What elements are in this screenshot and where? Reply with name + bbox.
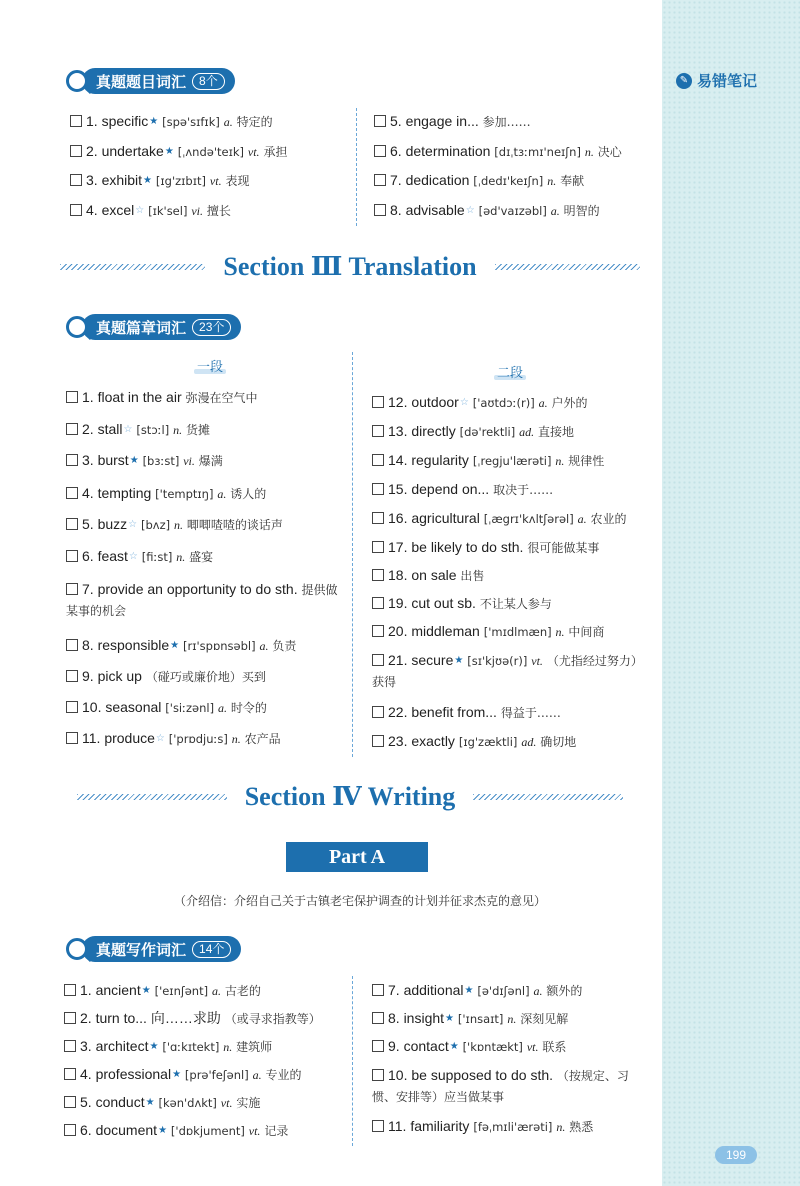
vocab-word: 20. middleman: [388, 623, 480, 639]
vocab-word: 6. document: [80, 1122, 158, 1138]
vocab-meaning: 农业的: [590, 512, 627, 526]
vocab-word: 8. advisable: [390, 201, 465, 218]
star-icon: ★: [164, 145, 174, 157]
vocab-word: 22. benefit from...: [388, 704, 497, 720]
hatch-right: [473, 794, 623, 800]
vocab-item: [64, 1036, 272, 1057]
checkbox-icon: [70, 145, 82, 157]
vocab-pos: vt.: [531, 654, 543, 668]
checkbox-icon: [374, 115, 386, 127]
vocab-phonetic: [fəˌmɪli'ærəti]: [473, 1120, 553, 1134]
vocab-item: [372, 421, 574, 442]
checkbox-icon: [372, 454, 384, 466]
vocab-meaning: （按规定、习惯、安排等）应当做某事: [372, 1069, 629, 1104]
vocab-meaning: 唧唧喳喳的谈话声: [186, 518, 283, 532]
vocab-pos: n.: [547, 174, 557, 188]
vocab-phonetic: [də'rektli]: [459, 425, 516, 439]
vocab-meaning: 奉献: [560, 174, 585, 188]
vocab-pos: n.: [507, 1012, 517, 1026]
star-icon: ★: [454, 655, 464, 666]
checkbox-icon: [372, 1120, 384, 1132]
checkbox-icon: [372, 541, 384, 553]
vocab-meaning: 参加……: [482, 115, 531, 129]
vocab-item: [372, 621, 604, 642]
vocab-pos: vt.: [247, 144, 260, 159]
vocab-meaning: 出售: [460, 569, 485, 583]
vocab-meaning: 建筑师: [236, 1040, 273, 1054]
hollow-star-icon: ☆: [128, 551, 138, 562]
vocab-meaning: 负责: [272, 639, 297, 653]
vocab-item: [70, 111, 273, 132]
vocab-pos: a.: [217, 487, 227, 501]
vocab-word: 7. additional: [388, 982, 464, 998]
vocab-meaning: 时令的: [230, 701, 267, 715]
vocab-phonetic: [kən'dʌkt]: [158, 1096, 217, 1110]
vocab-word: 5. buzz: [82, 516, 128, 532]
star-icon: ★: [464, 985, 474, 996]
hatch-left: [77, 794, 227, 800]
vocab-pos: n.: [584, 144, 594, 159]
vocab-item: [372, 392, 588, 413]
vocab-pos: vt.: [209, 174, 222, 188]
vocab-pos: a.: [211, 984, 221, 998]
vocab-word: 13. directly: [388, 423, 456, 439]
vocab-item: [372, 980, 582, 1001]
checkbox-icon: [372, 597, 384, 609]
vocab-pos: n.: [174, 518, 184, 532]
checkbox-icon: [64, 1124, 76, 1136]
vocab-item: [70, 200, 231, 221]
vocab-meaning: 表现: [225, 174, 250, 188]
checkbox-icon: [64, 984, 76, 996]
vocab-item: [372, 731, 576, 752]
vocab-phonetic: [ˌægrɪ'kʌltʃərəl]: [483, 512, 574, 526]
vocab-phonetic: ['ɑːkɪtekt]: [162, 1040, 220, 1054]
vocab-phonetic: ['kɒntækt]: [462, 1040, 523, 1054]
vocab-word: 2. turn to... 向……求助: [80, 1010, 221, 1026]
star-icon: ★: [158, 1125, 168, 1136]
vocab-pos: vt.: [526, 1040, 539, 1054]
vocab-phonetic: [ˌregju'lærəti]: [472, 454, 552, 468]
hollow-star-icon: ☆: [135, 204, 145, 216]
vocab-item: [66, 387, 258, 408]
vocab-meaning: 决心: [597, 144, 622, 159]
star-icon: ★: [129, 455, 139, 466]
checkbox-icon: [372, 625, 384, 637]
vocab-meaning: 擅长: [206, 203, 231, 218]
vocab-meaning: 规律性: [568, 454, 605, 468]
vocab-phonetic: [stɔːl]: [136, 423, 170, 437]
checkbox-icon: [372, 1012, 384, 1024]
magnifier-icon: [66, 938, 88, 960]
vocab-word: 18. on sale: [388, 567, 457, 583]
vocab-meaning: 弥漫在空气中: [185, 391, 258, 405]
group3-title: 真题写作词汇: [96, 941, 187, 959]
vocab-item: [70, 170, 249, 191]
hatch-right: [495, 264, 640, 270]
vocab-word: 10. seasonal: [82, 699, 162, 715]
vocab-word: 11. familiarity: [388, 1118, 470, 1134]
vocab-item: [372, 450, 604, 471]
vocab-word: 21. secure: [388, 652, 454, 668]
vocab-meaning: 户外的: [551, 396, 588, 410]
star-icon: ★: [172, 1069, 182, 1080]
hollow-star-icon: ☆: [155, 733, 165, 744]
column-divider: [352, 352, 353, 757]
magnifier-icon: [66, 70, 88, 92]
vocab-word: 7. provide an opportunity to do sth.: [82, 581, 298, 597]
vocab-item: [374, 200, 600, 221]
vocab-item: [372, 702, 561, 723]
vocab-item: [64, 1092, 260, 1113]
vocab-item: [374, 141, 622, 162]
vocab-phonetic: [ɪg'zɪbɪt]: [155, 174, 207, 188]
vocab-word: 9. contact: [388, 1038, 449, 1054]
vocab-word: 5. conduct: [80, 1094, 145, 1110]
checkbox-icon: [70, 115, 82, 127]
vocab-phonetic: [dɪˌtɜːmɪ'neɪʃn]: [494, 144, 581, 159]
checkbox-icon: [372, 425, 384, 437]
vocab-item: [372, 565, 484, 586]
vocab-pos: a.: [252, 1068, 262, 1082]
group2-pill: [66, 314, 241, 340]
star-icon: ★: [141, 985, 151, 996]
vocab-phonetic: [bʌz]: [141, 518, 171, 532]
vocab-phonetic: [spə'sɪfɪk]: [162, 115, 220, 129]
vocab-item: [66, 450, 223, 471]
vocab-phonetic: ['siːzənl]: [165, 701, 215, 715]
vocab-word: 19. cut out sb.: [388, 595, 476, 611]
vocab-meaning: 不让某人参与: [479, 597, 552, 611]
vocab-pos: a.: [217, 701, 227, 715]
vocab-word: 6. feast: [82, 548, 128, 564]
vocab-item: [64, 1064, 302, 1085]
vocab-word: 6. determination: [390, 142, 491, 159]
checkbox-icon: [64, 1096, 76, 1108]
vocab-item: [66, 579, 346, 621]
checkbox-icon: [66, 670, 78, 682]
vocab-word: 4. tempting: [82, 485, 152, 501]
vocab-phonetic: ['temptɪŋ]: [155, 487, 214, 501]
vocab-word: 8. responsible: [82, 637, 170, 653]
checkbox-icon: [66, 639, 78, 651]
para2-label: 二段: [494, 362, 526, 380]
vocab-item: [66, 697, 267, 718]
vocab-item: [372, 1116, 593, 1137]
group1-title: 真题题目词汇: [96, 73, 187, 91]
checkbox-icon: [372, 735, 384, 747]
checkbox-icon: [66, 701, 78, 713]
vocab-word: 1. ancient: [80, 982, 141, 998]
vocab-phonetic: [bɜːst]: [142, 454, 180, 468]
vocab-meaning: 记录: [264, 1124, 289, 1138]
vocab-pos: n.: [231, 732, 241, 746]
hollow-star-icon: ☆: [128, 519, 138, 530]
vocab-word: 16. agricultural: [388, 510, 480, 526]
vocab-word: 23. exactly: [388, 733, 455, 749]
vocab-phonetic: [ə'dɪʃənl]: [477, 984, 530, 998]
section3-heading: [60, 252, 640, 282]
vocab-meaning: 联系: [542, 1040, 567, 1054]
hollow-star-icon: ☆: [123, 424, 133, 435]
vocab-meaning: 取决于……: [493, 483, 554, 497]
vocab-meaning: 诱人的: [230, 487, 267, 501]
vocab-pos: vi.: [183, 454, 195, 468]
checkbox-icon: [64, 1012, 76, 1024]
vocab-item: [372, 1008, 568, 1029]
vocab-word: 8. insight: [388, 1010, 445, 1026]
vocab-meaning: 很可能做某事: [527, 541, 600, 555]
vocab-pos: vi.: [191, 203, 204, 218]
vocab-phonetic: ['prɒdjuːs]: [168, 732, 228, 746]
checkbox-icon: [372, 984, 384, 996]
vocab-meaning: 货摊: [185, 423, 210, 437]
vocab-phonetic: [ˌʌndə'teɪk]: [177, 144, 244, 159]
vocab-word: 17. be likely to do sth.: [388, 539, 524, 555]
vocab-word: 9. pick up: [82, 668, 142, 684]
checkbox-icon: [66, 487, 78, 499]
vocab-item: [374, 111, 531, 132]
vocab-phonetic: [ɪg'zæktli]: [458, 735, 518, 749]
part-a-intro: （介绍信：介绍自己关于古镇老宅保护调查的计划并征求杰克的意见）: [173, 894, 546, 908]
side-label-text: 易错笔记: [697, 73, 758, 90]
vocab-meaning: 盛宴: [189, 550, 214, 564]
checkbox-icon: [66, 583, 78, 595]
vocab-meaning: 深刻见解: [520, 1012, 569, 1026]
checkbox-icon: [372, 706, 384, 718]
group3-pill: [66, 936, 241, 962]
vocab-meaning: 爆满: [198, 454, 223, 468]
vocab-word: 1. float in the air: [82, 389, 182, 405]
vocab-meaning: 中间商: [568, 625, 605, 639]
vocab-meaning: 得益于……: [500, 706, 561, 720]
vocab-item: [372, 479, 553, 500]
vocab-item: [66, 483, 266, 504]
vocab-pos: n.: [555, 454, 565, 468]
vocab-phonetic: [prə'feʃənl]: [184, 1068, 249, 1082]
vocab-item: [372, 593, 552, 614]
vocab-meaning: （碰巧或廉价地）买到: [145, 670, 266, 684]
part-a-banner: Part A: [286, 842, 428, 872]
vocab-meaning: 额外的: [546, 984, 583, 998]
vocab-word: 1. specific: [86, 113, 149, 129]
vocab-meaning: 明智的: [563, 203, 600, 218]
vocab-word: 10. be supposed to do sth.: [388, 1067, 554, 1083]
vocab-pos: vt.: [220, 1096, 233, 1110]
vocab-item: [66, 419, 210, 440]
checkbox-icon: [70, 204, 82, 216]
vocab-pos: ad.: [521, 735, 537, 749]
vocab-item: [372, 508, 627, 529]
section3-title: Section Ⅲ Translation: [223, 252, 477, 281]
checkbox-icon: [372, 396, 384, 408]
checkbox-icon: [66, 423, 78, 435]
vocab-word: 5. engage in...: [390, 113, 479, 129]
vocab-item: [70, 141, 287, 162]
vocab-word: 3. exhibit: [86, 172, 143, 188]
vocab-item: [66, 728, 281, 749]
vocab-pos: n.: [223, 1040, 233, 1054]
vocab-item: [64, 980, 261, 1001]
checkbox-icon: [372, 569, 384, 581]
vocab-meaning: 熟悉: [569, 1120, 594, 1134]
group1-count: 8个: [192, 73, 225, 90]
checkbox-icon: [374, 204, 386, 216]
group1-pill: [66, 68, 235, 94]
vocab-word: 2. stall: [82, 421, 123, 437]
checkbox-icon: [372, 654, 384, 666]
vocab-word: 7. dedication: [390, 172, 470, 188]
checkbox-icon: [66, 550, 78, 562]
vocab-item: [374, 170, 584, 191]
section4-title: Section Ⅳ Writing: [244, 782, 456, 811]
vocab-meaning: （或寻求指教等）: [224, 1012, 321, 1026]
vocab-word: 12. outdoor: [388, 394, 459, 410]
vocab-word: 14. regularity: [388, 452, 469, 468]
vocab-pos: n.: [173, 423, 183, 437]
section4-heading: [60, 782, 640, 812]
vocab-phonetic: [fiːst]: [141, 550, 173, 564]
side-strip: [662, 0, 800, 1186]
vocab-meaning: 确切地: [540, 735, 577, 749]
star-icon: ★: [445, 1013, 455, 1024]
vocab-item: [372, 1065, 652, 1107]
vocab-phonetic: ['aʊtdɔː(r)]: [472, 396, 535, 410]
checkbox-icon: [66, 454, 78, 466]
vocab-item: [64, 1008, 321, 1029]
vocab-word: 3. burst: [82, 452, 129, 468]
vocab-meaning: （尤指经过努力）获得: [372, 654, 643, 689]
vocab-meaning: 提供做某事的机会: [66, 583, 338, 618]
vocab-meaning: 直接地: [538, 425, 575, 439]
group2-count: 23个: [192, 319, 231, 336]
vocab-word: 11. produce: [82, 730, 155, 746]
vocab-phonetic: [sɪ'kjʊə(r)]: [467, 654, 528, 668]
vocab-item: [66, 666, 266, 687]
vocab-meaning: 特定的: [236, 115, 273, 129]
vocab-phonetic: ['mɪdlmæn]: [483, 625, 552, 639]
vocab-item: [372, 650, 652, 692]
vocab-pos: a.: [259, 639, 269, 653]
checkbox-icon: [66, 391, 78, 403]
checkbox-icon: [372, 1040, 384, 1052]
star-icon: ★: [449, 1041, 459, 1052]
vocab-meaning: 古老的: [224, 984, 261, 998]
vocab-pos: vt.: [248, 1124, 261, 1138]
vocab-pos: a.: [223, 115, 233, 129]
star-icon: ★: [149, 116, 159, 127]
checkbox-icon: [374, 145, 386, 157]
vocab-meaning: 承担: [263, 144, 288, 159]
vocab-word: 4. excel: [86, 201, 135, 218]
group2-title: 真题篇章词汇: [96, 319, 187, 337]
column-divider: [356, 108, 357, 226]
vocab-pos: n.: [556, 1120, 566, 1134]
star-icon: ★: [145, 1097, 155, 1108]
vocab-phonetic: ['dɒkjument]: [170, 1124, 245, 1138]
vocab-pos: a.: [538, 396, 548, 410]
checkbox-icon: [64, 1040, 76, 1052]
vocab-phonetic: ['eɪnʃənt]: [154, 984, 209, 998]
checkbox-icon: [374, 174, 386, 186]
para1-label: 一段: [194, 356, 226, 374]
vocab-pos: ad.: [519, 425, 535, 439]
star-icon: ★: [143, 175, 153, 186]
vocab-pos: n.: [555, 625, 565, 639]
note-icon: ✎: [676, 73, 692, 89]
page-number: 199: [715, 1146, 757, 1164]
vocab-pos: n.: [176, 550, 186, 564]
vocab-item: [66, 635, 296, 656]
star-icon: ★: [170, 640, 180, 651]
checkbox-icon: [66, 732, 78, 744]
vocab-word: 2. undertake: [86, 142, 164, 159]
vocab-phonetic: ['ɪnsaɪt]: [457, 1012, 504, 1026]
vocab-item: [372, 1036, 566, 1057]
vocab-meaning: 专业的: [265, 1068, 302, 1082]
vocab-item: [64, 1120, 288, 1141]
column-divider: [352, 976, 353, 1146]
checkbox-icon: [64, 1068, 76, 1080]
vocab-phonetic: [rɪ'spɒnsəbl]: [183, 639, 256, 653]
vocab-meaning: 实施: [236, 1096, 261, 1110]
checkbox-icon: [66, 518, 78, 530]
vocab-item: [66, 514, 283, 535]
vocab-phonetic: [ˌdedɪ'keɪʃn]: [473, 174, 544, 188]
checkbox-icon: [70, 174, 82, 186]
hollow-star-icon: ☆: [459, 397, 469, 408]
side-label: [676, 70, 757, 91]
checkbox-icon: [372, 483, 384, 495]
vocab-meaning: 农产品: [244, 732, 281, 746]
vocab-phonetic: [əd'vaɪzəbl]: [478, 203, 547, 218]
group3-count: 14个: [192, 941, 231, 958]
vocab-item: [66, 546, 213, 567]
vocab-pos: a.: [533, 984, 543, 998]
star-icon: ★: [149, 1041, 159, 1052]
hatch-left: [60, 264, 205, 270]
vocab-word: 4. professional: [80, 1066, 172, 1082]
vocab-word: 15. depend on...: [388, 481, 490, 497]
checkbox-icon: [372, 512, 384, 524]
vocab-pos: a.: [550, 203, 560, 218]
vocab-word: 3. architect: [80, 1038, 149, 1054]
vocab-phonetic: [ɪk'sel]: [148, 203, 188, 218]
checkbox-icon: [372, 1069, 384, 1081]
hollow-star-icon: ☆: [465, 204, 475, 216]
vocab-item: [372, 537, 599, 558]
vocab-pos: a.: [577, 512, 587, 526]
magnifier-icon: [66, 316, 88, 338]
